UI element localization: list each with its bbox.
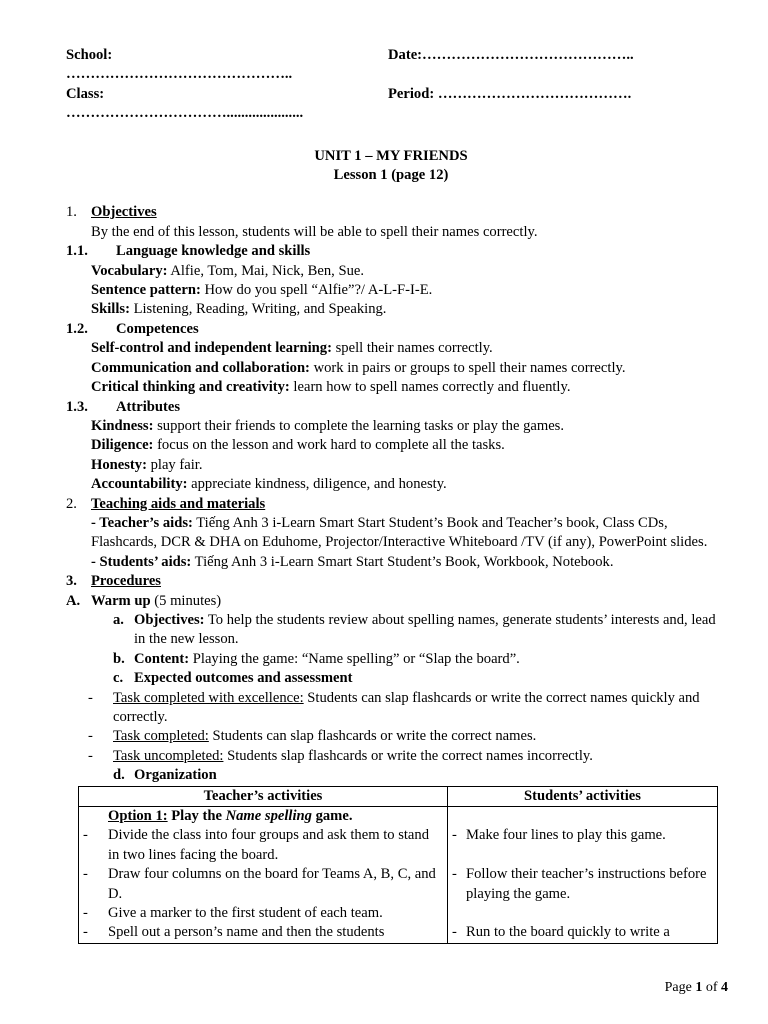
header (66, 46, 716, 124)
list-item: - Run to the board quickly to write a (452, 924, 670, 941)
attribute-line: Kindness: support their friends to complete the learning tasks or play the games. (91, 417, 564, 434)
warmup-content: b. Content: Playing the game: “Name spelling” or “Slap the board”. (113, 650, 520, 667)
teachers-activities-header: Teacher’s activities (79, 786, 448, 806)
objectives-heading: Objectives (91, 204, 157, 221)
section-procedures: 3. Procedures (66, 573, 161, 590)
school-dots: ……………………………………….. (66, 66, 293, 83)
period-label: Period: …………………………………. (388, 85, 632, 102)
sentence-pattern-line: Sentence pattern: How do you spell “Alfie”?/ A-L-F-I-E. (91, 282, 433, 299)
attribute-line: Accountability: appreciate kindness, diligence, and honesty. (91, 476, 447, 493)
table-header-row (79, 786, 718, 806)
warm-up-heading: A. Warm up (5 minutes) (66, 592, 222, 609)
skills-line: Skills: Listening, Reading, Writing, and Speaking. (91, 301, 387, 318)
unit-title: UNIT 1 – MY FRIENDS (314, 147, 468, 164)
list-item: - Draw four columns on the board for Teams A, B, C, and D. (83, 866, 436, 902)
list-item: - Give a marker to the first student of each team. (83, 905, 383, 922)
page-number: Page 1 of 4 (664, 980, 728, 995)
warmup-organization: d. Organization (113, 767, 217, 784)
document-page (66, 46, 716, 944)
table-row (79, 807, 718, 944)
lesson-title: Lesson 1 (page 12) (333, 167, 449, 184)
students-activities-header: Students’ activities (448, 786, 718, 806)
objectives-intro: By the end of this lesson, students will be able to spell their names correctly. (91, 223, 538, 240)
class-label: Class: (66, 85, 105, 102)
class-dots: ……………………………..................... (66, 105, 304, 122)
option-1-heading: Option 1: Play the Name spelling game. (108, 808, 353, 825)
list-item: - Follow their teacher’s instructions before playing the game. (452, 866, 707, 902)
warmup-objectives: a. Objectives: To help the students review about spelling names, generate students’ interests and, lead in the new lesson. (113, 611, 716, 648)
warmup-outcomes: c. Expected outcomes and assessment (113, 670, 353, 687)
section-1-2: 1.2. Competences (66, 320, 199, 337)
outcome-uncompleted: - Task uncompleted: Students slap flashcards or write the correct names incorrectly. (88, 747, 593, 764)
teacher-cell (79, 807, 448, 944)
vocabulary-line: Vocabulary: Alfie, Tom, Mai, Nick, Ben, Sue. (91, 262, 365, 279)
attribute-line: Diligence: focus on the lesson and work hard to complete all the tasks. (91, 437, 505, 454)
list-item: - Divide the class into four groups and ask them to stand in two lines facing the board. (83, 827, 430, 863)
section-1-1: 1.1. Language knowledge and skills (66, 243, 311, 260)
outcome-excellent: - Task completed with excellence: Students can slap flashcards or write the correct names quickly and correctly. (88, 689, 700, 725)
competence-line: Critical thinking and creativity: learn how to spell names correctly and fluently. (91, 379, 571, 396)
school-label: School: (66, 47, 113, 63)
student-cell (448, 807, 718, 944)
competence-line: Communication and collaboration: work in pairs or groups to spell their names correctly. (91, 359, 626, 376)
section-1-3: 1.3. Attributes (66, 398, 181, 415)
activities-table (78, 786, 718, 944)
header-right (388, 46, 710, 124)
list-item: - Make four lines to play this game. (452, 827, 666, 844)
attribute-line: Honesty: play fair. (91, 456, 203, 473)
students-aids: - Students’ aids: Tiếng Anh 3 i-Learn Smart Start Student’s Book, Workbook, Notebook. (91, 553, 614, 570)
section-objectives: 1. Objectives (66, 203, 716, 222)
date-label: Date:…………………………………….. (388, 47, 634, 63)
outcome-completed: - Task completed: Students can slap flashcards or write the correct names. (88, 728, 537, 745)
list-item: - Spell out a person’s name and then the students (83, 924, 385, 941)
teachers-aids: - Teacher’s aids: Tiếng Anh 3 i-Learn Smart Start Student’s Book and Teacher’s book, Class CDs, Flashcards, DCR & DHA on Eduhome, Projector/Interactive Whiteboard /TV (if any), PowerPoint slides. (91, 514, 708, 551)
header-left (66, 46, 388, 124)
competence-line: Self-control and independent learning: spell their names correctly. (91, 340, 493, 357)
section-teaching-aids: 2. Teaching aids and materials (66, 495, 266, 512)
